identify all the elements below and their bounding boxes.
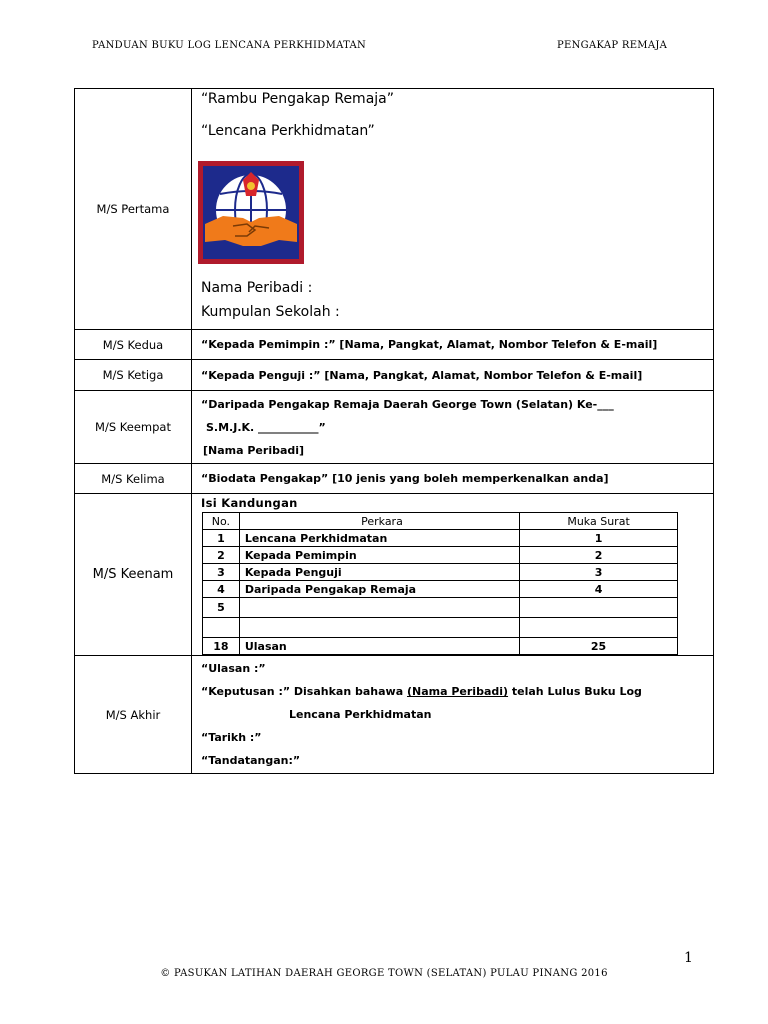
tarikh-line: “Tarikh :” [201,731,262,744]
cell-muka-surat: 25 [520,638,678,655]
keputusan-line-2: Lencana Perkhidmatan [289,708,432,721]
contents-table [202,512,678,655]
title-rambu: “Rambu Pengakap Remaja” [201,91,394,107]
title-lencana: “Lencana Perkhidmatan” [201,123,375,139]
table-row [203,547,678,564]
row-keenam [75,494,714,656]
table-row [203,581,678,598]
cell-perkara: Daripada Pengakap Remaja [239,581,519,598]
table-row [203,598,678,618]
keempat-line-2: S.M.J.K. ___________” [206,420,326,434]
nama-peribadi-label: Nama Peribadi : [201,280,313,296]
cell-no [203,618,240,638]
label-akhir: M/S Akhir [75,656,192,774]
row-kedua [75,330,714,360]
cell-perkara: Ulasan [239,638,519,655]
table-row [203,564,678,581]
cell-no: 4 [203,581,240,598]
pertama-content [192,89,713,329]
cell-muka-surat: 4 [520,581,678,598]
header-muka-surat: Muka Surat [520,513,678,530]
contents-header-row [203,513,678,530]
table-row [203,618,678,638]
tandatangan-line: “Tandatangan:” [201,754,301,767]
label-keempat: M/S Keempat [75,391,192,464]
header-left: PANDUAN BUKU LOG LENCANA PERKHIDMATAN [92,40,367,51]
row-akhir [75,656,714,774]
row-keempat [75,391,714,464]
keputusan-suffix: telah Lulus Buku Log [508,685,642,698]
label-keenam: M/S Keenam [75,494,192,656]
cell-muka-surat: 2 [520,547,678,564]
cell-muka-surat [520,618,678,638]
row-kelima [75,464,714,494]
row-ketiga [75,360,714,391]
cell-perkara [239,618,519,638]
content-ketiga: “Kepada Penguji :” [Nama, Pangkat, Alamat, Nombor Telefon & E-mail] [192,360,714,391]
scout-logo [198,161,304,264]
label-kelima: M/S Kelima [75,464,192,494]
cell-no: 1 [203,530,240,547]
cell-no: 2 [203,547,240,564]
header-perkara: Perkara [239,513,519,530]
keempat-line-3: [Nama Peribadi] [203,443,305,457]
page-number: 1 [684,950,693,966]
label-ketiga: M/S Ketiga [75,360,192,391]
content-kelima: “Biodata Pengakap” [10 jenis yang boleh memperkenalkan anda] [192,464,714,494]
cell-no: 3 [203,564,240,581]
keputusan-prefix: “Keputusan :” Disahkan bahawa [201,685,407,698]
ulasan-line: “Ulasan :” [201,662,266,675]
table-row [203,530,678,547]
row-pertama [75,89,714,330]
keputusan-line [201,680,713,703]
footer-copyright: © PASUKAN LATIHAN DAERAH GEORGE TOWN (SELATAN) PULAU PINANG 2016 [160,968,608,979]
cell-muka-surat: 3 [520,564,678,581]
label-pertama: M/S Pertama [75,89,192,330]
cell-perkara [239,598,519,618]
scout-globe-handshake-icon [203,166,299,259]
keputusan-nama-peribadi: (Nama Peribadi) [406,685,509,698]
kumpulan-sekolah-label: Kumpulan Sekolah : [201,304,340,320]
cell-perkara: Kepada Pemimpin [239,547,519,564]
isi-kandungan-title: Isi Kandungan [201,496,298,510]
table-row [203,638,678,655]
cell-muka-surat [520,598,678,618]
label-kedua: M/S Kedua [75,330,192,360]
header-right: PENGAKAP REMAJA [557,40,668,51]
content-kedua: “Kepada Pemimpin :” [Nama, Pangkat, Alamat, Nombor Telefon & E-mail] [192,330,714,360]
cell-no: 5 [203,598,240,618]
cell-muka-surat: 1 [520,530,678,547]
log-table [74,88,714,774]
cell-perkara: Kepada Penguji [239,564,519,581]
cell-no: 18 [203,638,240,655]
keempat-line-1: “Daripada Pengakap Remaja Daerah George Town (Selatan) Ke-___ [201,397,614,411]
cell-perkara: Lencana Perkhidmatan [239,530,519,547]
header-no: No. [203,513,240,530]
